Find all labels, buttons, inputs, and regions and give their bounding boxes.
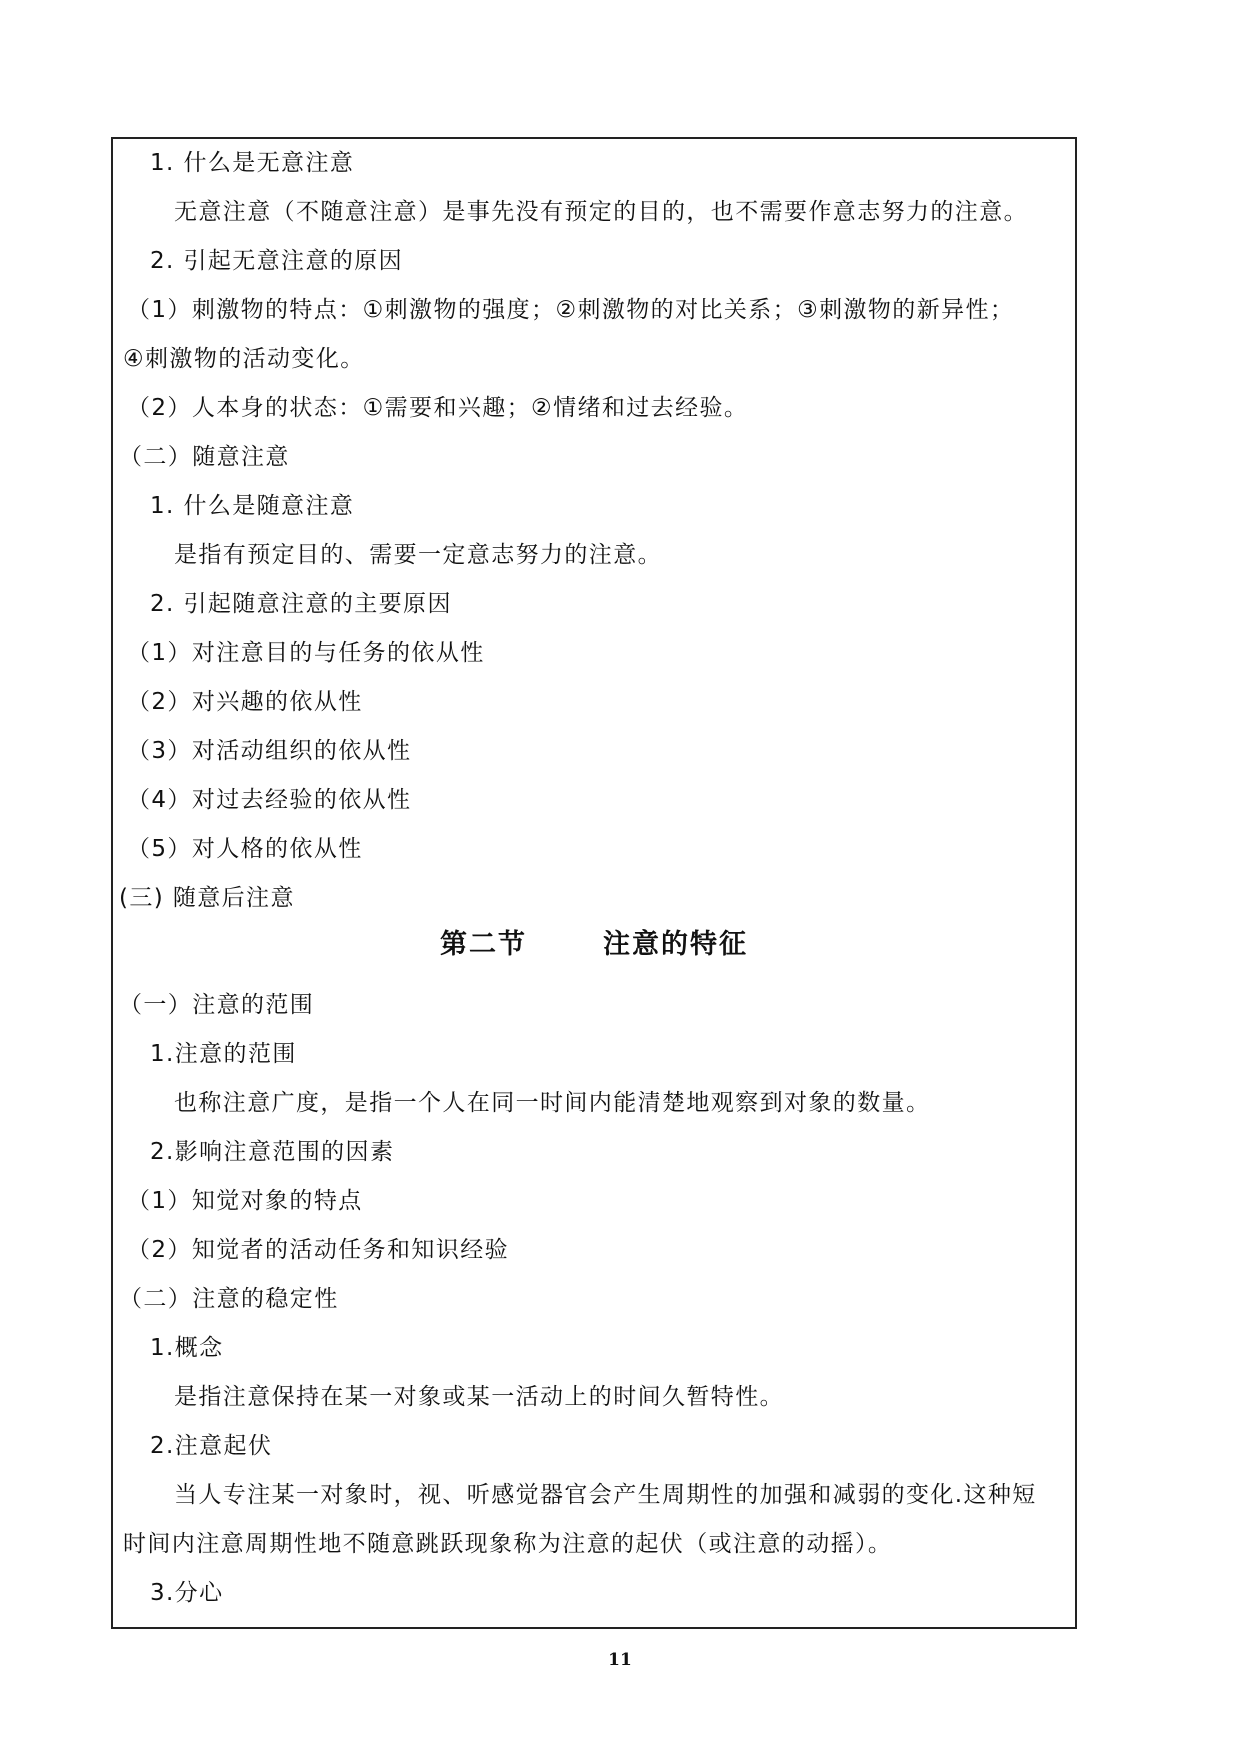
subheading-line: 1. 什么是随意注意	[150, 493, 355, 519]
section-title: 注意的特征	[603, 929, 748, 960]
chapter-section-title	[113, 925, 1075, 965]
section-number: 第二节	[440, 929, 527, 960]
paragraph-line: 无意注意（不随意注意）是事先没有预定的目的，也不需要作意志努力的注意。	[174, 199, 1028, 225]
subheading-line: 1. 什么是无意注意	[150, 150, 355, 176]
subheading-line: 2.注意起伏	[150, 1433, 273, 1459]
list-item: （1）知觉对象的特点	[127, 1188, 363, 1214]
paragraph-line: 也称注意广度，是指一个人在同一时间内能清楚地观察到对象的数量。	[174, 1090, 931, 1116]
section-heading: （一）注意的范围	[119, 992, 315, 1018]
subheading-line: 3.分心	[150, 1580, 224, 1606]
paragraph-continuation: 时间内注意周期性地不随意跳跃现象称为注意的起伏（或注意的动摇）。	[123, 1531, 893, 1557]
list-item: （1）对注意目的与任务的依从性	[127, 640, 485, 666]
list-item: （4）对过去经验的依从性	[127, 787, 412, 813]
subheading-line: 2.影响注意范围的因素	[150, 1139, 395, 1165]
paragraph-line: 是指有预定目的、需要一定意志努力的注意。	[174, 542, 662, 568]
subheading-line: 2. 引起无意注意的原因	[150, 248, 404, 274]
section-heading: （二）随意注意	[119, 444, 290, 470]
paragraph-line: 当人专注某一对象时，视、听感觉器官会产生周期性的加强和减弱的变化.这种短	[174, 1482, 1037, 1508]
page-number: 11	[608, 1650, 632, 1670]
subheading-line: 1.概念	[150, 1335, 224, 1361]
list-item: （3）对活动组织的依从性	[127, 738, 412, 764]
content-frame	[111, 137, 1077, 1629]
section-heading: (三) 随意后注意	[119, 885, 295, 911]
list-item: （2）知觉者的活动任务和知识经验	[127, 1237, 510, 1263]
subheading-line: 1.注意的范围	[150, 1041, 297, 1067]
list-item-continuation: ④刺激物的活动变化。	[123, 346, 365, 372]
paragraph-line: 是指注意保持在某一对象或某一活动上的时间久暂特性。	[174, 1384, 784, 1410]
subheading-line: 2. 引起随意注意的主要原因	[150, 591, 452, 617]
list-item: （2）对兴趣的依从性	[127, 689, 363, 715]
list-item: （2）人本身的状态：①需要和兴趣；②情绪和过去经验。	[127, 395, 749, 421]
section-heading: （二）注意的稳定性	[119, 1286, 339, 1312]
list-item: （5）对人格的依从性	[127, 836, 363, 862]
list-item: （1）刺激物的特点：①刺激物的强度；②刺激物的对比关系；③刺激物的新异性；	[127, 297, 1015, 323]
